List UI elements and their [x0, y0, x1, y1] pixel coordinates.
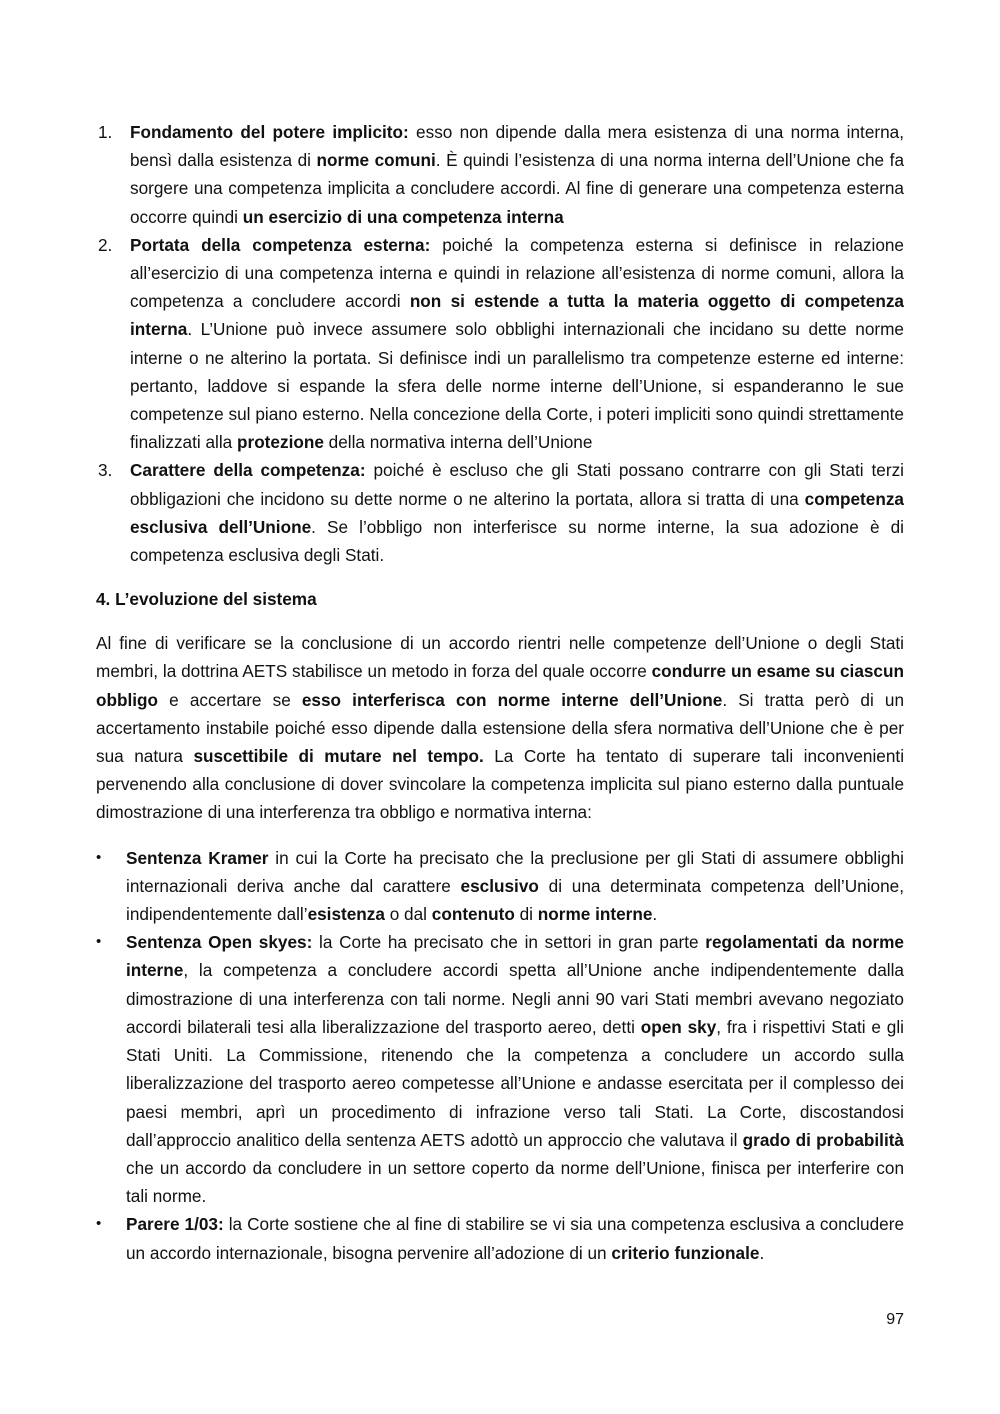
text-run: di [514, 904, 538, 925]
bullet-glyph: • [96, 848, 102, 866]
text-run: della normativa interna dell’Unione [323, 432, 593, 453]
list-number: 2. [98, 234, 113, 255]
text-run: . L’Unione può invece assumere solo obblighi internazionali che incidano su dette norme interne o ne alterino la portata. Si definisce indi un parallelismo tra competenze esterne ed interne: pertanto, laddove si espande la sfera delle norme interne dell’Unione, si espanderanno le sue competenze sul piano esterno. Nella concezione della Corte, i poteri impliciti sono quindi strettamente finalizzati alla [130, 319, 904, 453]
bold-text: criterio funzionale [611, 1242, 760, 1263]
bold-text: Portata della competenza esterna: [130, 234, 431, 255]
intro-paragraph [96, 629, 904, 826]
text-run: , fra i rispettivi Stati e gli Stati Uniti. La Commissione, ritenendo che la competenza a concludere un accordo sulla liberalizzazione del trasporto aereo competesse all’Unione e andasse esercitata per il complesso dei paesi membri, aprì un procedimento di infrazione verso tali Stati. La Corte, discostandosi dall’approccio analitico della sentenza AETS adottò un approccio che valutava il [126, 1016, 904, 1150]
bold-text: Parere 1/03: [126, 1214, 224, 1235]
text-run: . Si tratta però di un accertamento instabile poiché esso dipende dalla estensione della sfera normativa dell’Unione che è per sua natura [96, 689, 905, 767]
bold-text: Sentenza Open skyes: [126, 932, 313, 953]
document-body [96, 118, 904, 1267]
bullet-glyph: • [96, 933, 102, 951]
bold-text: suscettibile di mutare nel tempo. [193, 746, 484, 767]
bullet-list [96, 844, 904, 1267]
numbered-list [96, 118, 904, 569]
bold-text: protezione [237, 432, 324, 453]
text-run: poiché è escluso che gli Stati possano contrarre con gli Stati terzi obbligazioni che incidono su dette norme o ne alterino la portata, allora si tratta di una [130, 460, 904, 509]
text-run: esso non dipende dalla mera esistenza di una norma interna, bensì dalla esistenza di [130, 122, 904, 171]
text-run: . È quindi l’esistenza di una norma interna dell’Unione che fa sorgere una competenza implicita a concludere accordi. Al fine di generare una competenza esterna occorre quindi [130, 150, 905, 227]
bold-text: norme interne [537, 904, 653, 925]
bold-text: regolamentati da norme interne [126, 932, 904, 981]
bold-text: un esercizio di una competenza interna [242, 206, 564, 227]
bold-text: condurre un esame su ciascun obbligo [96, 661, 904, 710]
text-run: La Corte ha tentato di superare tali inconvenienti pervenendo alla conclusione di dover svincolare la competenza implicita sul piano esterno dalla puntuale dimostrazione di una interferenza tra obbligo e normativa interna: [96, 746, 905, 823]
text-run: la Corte sostiene che al fine di stabilire se vi sia una competenza esclusiva a concludere un accordo internazionale, bisogna pervenire all’adozione di un [126, 1214, 905, 1263]
numbered-item [96, 456, 904, 569]
bold-text: non si estende a tutta la materia oggetto di competenza interna [130, 291, 904, 340]
list-item-text [130, 460, 904, 565]
bold-text: open sky [640, 1016, 717, 1037]
list-number: 1. [98, 122, 113, 142]
text-run: poiché la competenza esterna si definisce in relazione all’esercizio di una competenza interna e quindi in relazione all’esistenza di norme comuni, allora la competenza a concludere accordi [130, 234, 904, 312]
bold-text: norme comuni [316, 150, 436, 171]
bold-text: Fondamento del potere implicito: [130, 122, 409, 142]
bold-text: Sentenza Kramer [126, 847, 269, 868]
bullet-glyph: • [96, 1215, 102, 1233]
text-run: . [652, 904, 658, 925]
bullet-item [96, 928, 904, 1210]
bold-text: esclusivo [460, 875, 539, 896]
bold-text: grado di probabilità [742, 1129, 904, 1150]
numbered-item [96, 231, 904, 457]
page-number: 97 [886, 1311, 904, 1328]
text-run: , la competenza a concludere accordi spetta all’Unione anche indipendentemente dalla dimostrazione di una interferenza con tali norme. Negli anni 90 vari Stati membri avevano negoziato accordi bilaterali tesi alla liberalizzazione del trasporto aereo, detti [126, 960, 904, 1037]
text-run: in cui la Corte ha precisato che la preclusione per gli Stati di assumere obblighi internazionali deriva anche dal carattere [126, 847, 904, 896]
text-run: la Corte ha precisato che in settori in gran parte [312, 932, 706, 953]
text-run: . [759, 1242, 765, 1263]
list-item-text [130, 235, 904, 452]
text-run: Al fine di verificare se la conclusione di un accordo rientri nelle competenze dell’Unione o degli Stati membri, la dottrina AETS stabilisce un metodo in forza del quale occorre [96, 633, 904, 682]
bold-text: competenza esclusiva dell’Unione [130, 488, 904, 537]
bullet-item-text [126, 1214, 904, 1262]
text-run: o dal [384, 904, 432, 925]
bullet-item-text [126, 848, 904, 924]
text-run: che un accordo da concludere in un settore coperto da norme dell’Unione, finisca per interferire con tali norme. [126, 1157, 904, 1207]
bullet-item [96, 1210, 904, 1266]
section-heading: 4. L’evoluzione del sistema [96, 589, 317, 610]
list-number: 3. [98, 460, 113, 481]
list-item-text [130, 122, 904, 227]
bold-text: esistenza [307, 904, 385, 925]
numbered-item [96, 118, 904, 231]
text-run: . Se l’obbligo non interferisce su norme interne, la sua adozione è di competenza esclusiva degli Stati. [130, 516, 904, 566]
bold-text: Carattere della competenza: [130, 460, 366, 481]
text-run: e accertare se [158, 689, 302, 710]
bold-text: contenuto [431, 904, 515, 925]
bold-text: esso interferisca con norme interne dell’Unione [301, 689, 723, 710]
bullet-item-text [126, 932, 904, 1206]
bullet-item [96, 844, 904, 929]
text-run: di una determinata competenza dell’Unione, indipendentemente dall’ [126, 875, 904, 925]
